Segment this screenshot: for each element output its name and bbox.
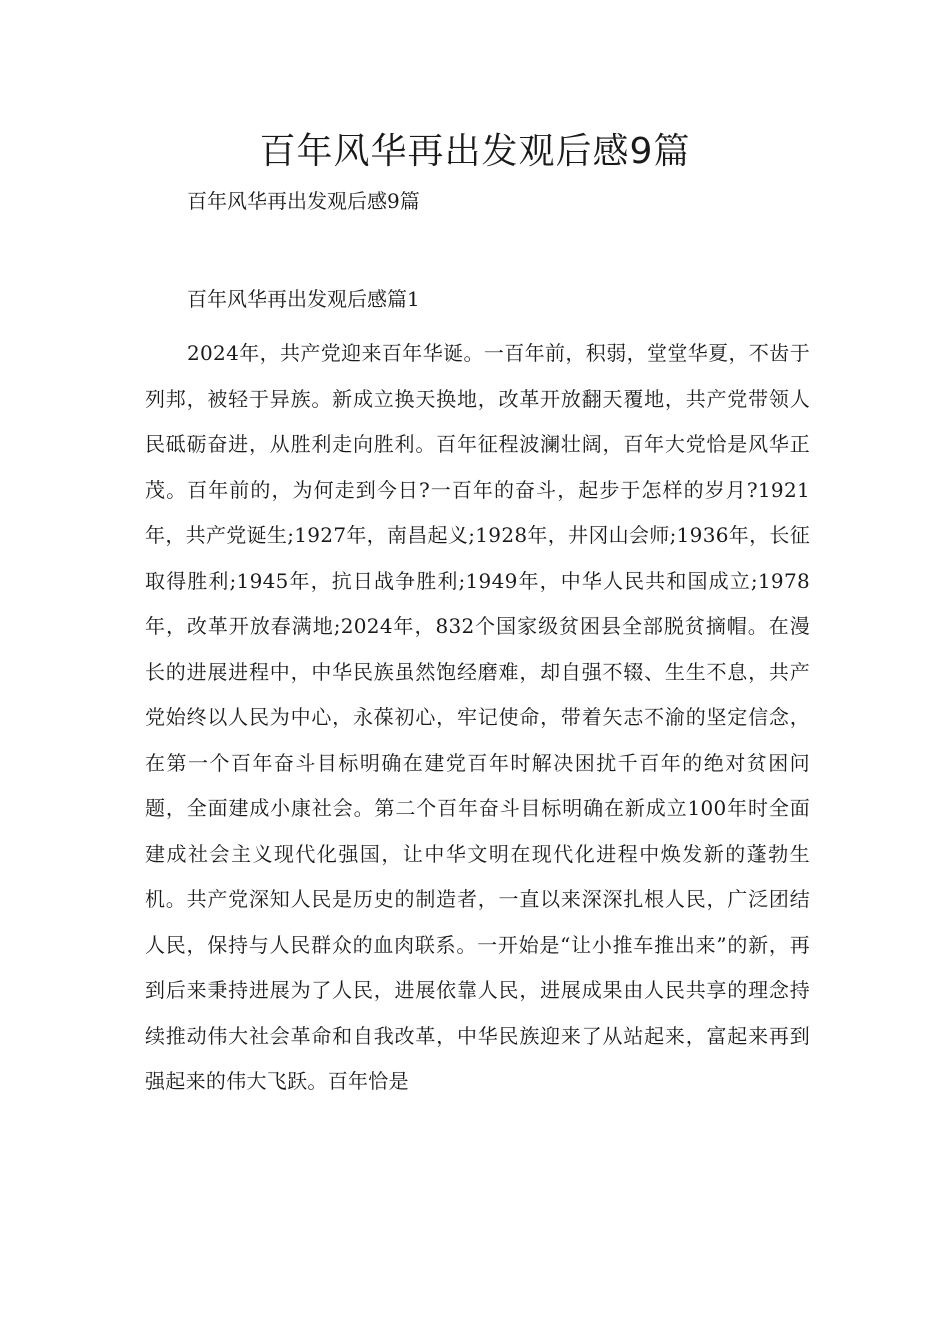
section-heading: 百年风华再出发观后感篇1 [187, 287, 420, 311]
document-subtitle: 百年风华再出发观后感9篇 [187, 189, 420, 213]
body-paragraph: 2024年，共产党迎来百年华诞。一百年前，积弱，堂堂华夏，不齿于列邦，被轻于异族。新成立换天换地，改革开放翻天覆地，共产党带领人民砥砺奋进，从胜利走向胜利。百年征程波澜壮阔，百年大党恰是风华正茂。百年前的，为何走到今日?一百年的奋斗，起步于怎样的岁月?1921年，共产党诞生;1927年，南昌起义;1928年，井冈山会师;1936年，长征取得胜利;1945年，抗日战争胜利;1949年，中华人民共和国成立;1978年，改革开放春满地;2024年，832个国家级贫困县全部脱贫摘帽。在漫长的进展进程中，中华民族虽然饱经磨难，却自强不辍、生生不息，共产党始终以人民为中心，永葆初心，牢记使命，带着矢志不渝的坚定信念，在第一个百年奋斗目标明确在建党百年时解决困扰千百年的绝对贫困问题，全面建成小康社会。第二个百年奋斗目标明确在新成立100年时全面建成社会主义现代化强国，让中华文明在现代化进程中焕发新的蓬勃生机。共产党深知人民是历史的制造者，一直以来深深扎根人民，广泛团结人民，保持与人民群众的血肉联系。一开始是“让小推车推出来”的新，再到后来秉持进展为了人民，进展依靠人民，进展成果由人民共享的理念持续推动伟大社会革命和自我改革，中华民族迎来了从站起来，富起来再到强起来的伟大飞跃。百年恰是 [145, 341, 810, 1093]
document-title: 百年风华再出发观后感9篇 [259, 131, 691, 172]
